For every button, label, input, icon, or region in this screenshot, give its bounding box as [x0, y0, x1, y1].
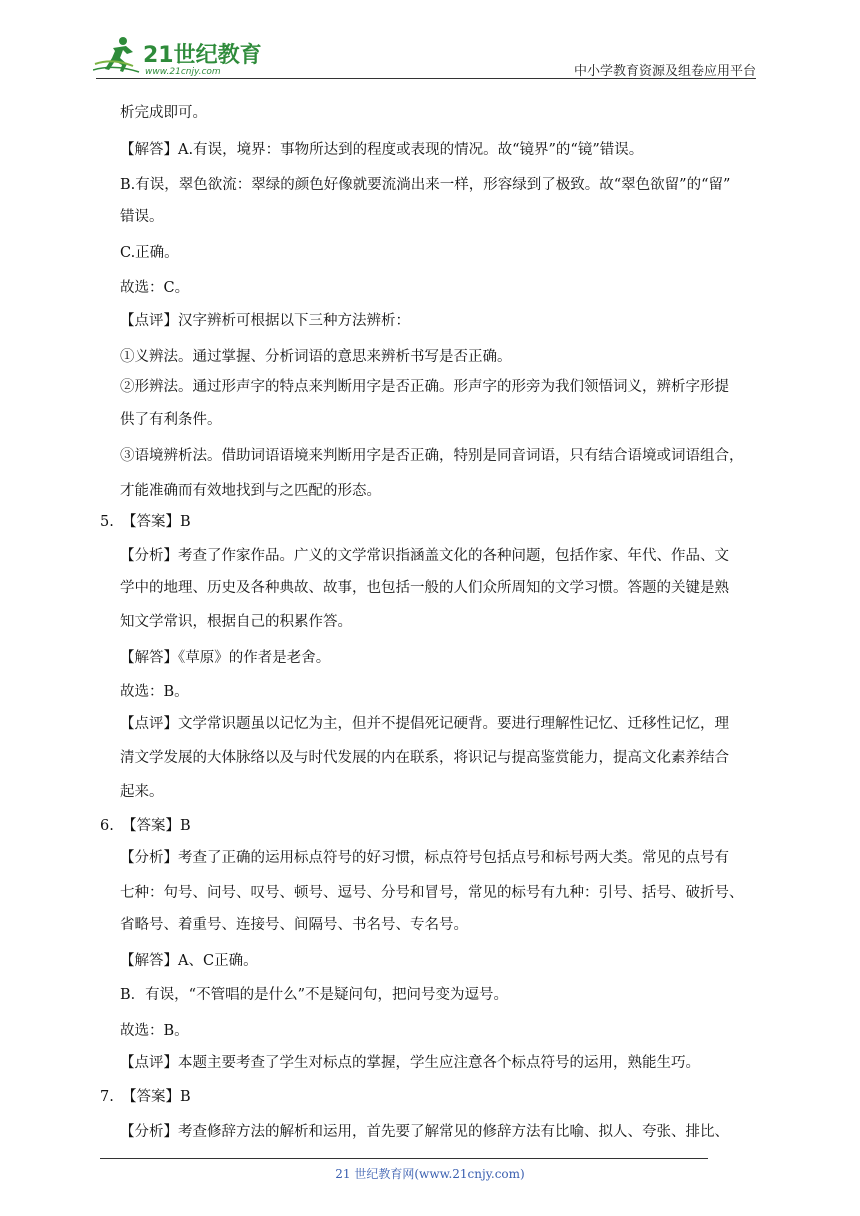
question-answer-line	[100, 1087, 750, 1107]
text-line	[120, 140, 770, 160]
line-text: 错误。	[120, 209, 164, 225]
text-line	[120, 714, 770, 734]
line-text: 知文学常识，根据自己的积累作答。	[120, 614, 352, 630]
text-line	[120, 311, 770, 331]
line-text: B．有误，“不管唱的是什么”不是疑问句，把问号变为逗号。	[120, 987, 508, 1003]
logo-url-text: www.21cnjy.com	[145, 67, 221, 77]
question-number: 5.	[100, 514, 114, 530]
text-line	[120, 278, 770, 298]
line-text: 故选：B。	[120, 1023, 189, 1039]
line-text: 才能准确而有效地找到与之匹配的形态。	[120, 483, 381, 499]
site-logo	[93, 34, 263, 78]
line-text: 【答案】B	[122, 818, 191, 834]
text-line	[120, 446, 770, 466]
line-text: 【解答】A.有误，境界：事物所达到的程度或表现的情况。故“镜界”的“镜”错误。	[120, 142, 644, 158]
text-line	[120, 410, 770, 430]
line-text: C.正确。	[120, 245, 179, 261]
line-text: B.有误，翠色欲流：翠绿的颜色好像就要流淌出来一样，形容绿到了极致。故“翠色欲留”的“留”	[120, 177, 731, 193]
line-text: ③语境辨析法。借助词语语境来判断用字是否正确，特别是同音词语，只有结合语境或词语组合，	[120, 448, 744, 464]
line-text: 七种：句号、问号、叹号、顿号、逗号、分号和冒号，常见的标号有九种：引号、括号、破折号、	[120, 885, 744, 901]
line-text: 起来。	[120, 784, 164, 800]
text-line	[120, 243, 770, 263]
text-line	[120, 612, 770, 632]
line-text: 【答案】B	[122, 1089, 191, 1105]
line-text: 学中的地理、历史及各种典故、故事，也包括一般的人们众所周知的文学习惯。答题的关键是熟	[120, 580, 729, 596]
text-line	[120, 748, 770, 768]
question-answer-line	[100, 512, 750, 532]
line-text: 【分析】考查了正确的运用标点符号的好习惯，标点符号包括点号和标号两大类。常见的点号有	[120, 850, 729, 866]
text-line	[120, 883, 770, 903]
text-line	[120, 682, 770, 702]
line-text: 【解答】《草原》的作者是老舍。	[120, 650, 331, 666]
line-text: 【分析】考查修辞方法的解析和运用，首先要了解常见的修辞方法有比喻、拟人、夸张、排比、	[120, 1124, 729, 1140]
footer-text: 21 世纪教育网(www.21cnjy.com)	[335, 1167, 525, 1181]
question-answer-line	[100, 816, 750, 836]
question-number: 6.	[100, 818, 114, 834]
line-text: 【点评】本题主要考查了学生对标点的掌握，学生应注意各个标点符号的运用，熟能生巧。	[120, 1055, 700, 1071]
line-text: 析完成即可。	[120, 105, 207, 121]
line-text: 【点评】文学常识题虽以记忆为主，但并不提倡死记硬背。要进行理解性记忆、迁移性记忆，理	[120, 716, 729, 732]
line-text: 【解答】A、C正确。	[120, 953, 258, 969]
footer-divider	[100, 1158, 708, 1159]
line-text: 省略号、着重号、连接号、间隔号、书名号、专名号。	[120, 917, 468, 933]
text-line	[120, 985, 770, 1005]
line-text: 【答案】B	[122, 514, 191, 530]
line-text: 供了有利条件。	[120, 412, 222, 428]
text-line	[120, 1122, 770, 1142]
header-divider	[96, 78, 756, 79]
line-text: 【分析】考查了作家作品。广义的文学常识指涵盖文化的各种问题，包括作家、年代、作品、文	[120, 548, 729, 564]
line-text: 清文学发展的大体脉络以及与时代发展的内在联系，将识记与提高鉴赏能力，提高文化素养结合	[120, 750, 729, 766]
text-line	[120, 377, 770, 397]
text-line	[120, 1021, 770, 1041]
question-number: 7.	[100, 1089, 114, 1105]
text-line	[120, 648, 770, 668]
text-line	[120, 103, 770, 123]
header-tagline: 中小学教育资源及组卷应用平台	[573, 64, 756, 79]
line-text: ①义辨法。通过掌握、分析词语的意思来辨析书写是否正确。	[120, 349, 512, 365]
text-line	[120, 1053, 770, 1073]
text-line	[120, 951, 770, 971]
text-line	[120, 578, 770, 598]
text-line	[120, 207, 770, 227]
runner-logo-icon	[93, 34, 263, 78]
text-line	[120, 915, 770, 935]
text-line	[120, 782, 770, 802]
text-line	[120, 175, 770, 195]
text-line	[120, 347, 770, 367]
logo-text: 21世纪教育	[143, 43, 262, 68]
text-line	[120, 848, 770, 868]
line-text: 故选：C。	[120, 280, 190, 296]
text-line	[120, 481, 770, 501]
text-line	[120, 546, 770, 566]
line-text: ②形辨法。通过形声字的特点来判断用字是否正确。形声字的形旁为我们领悟词义，辨析字形提	[120, 379, 729, 395]
line-text: 故选：B。	[120, 684, 189, 700]
page-header	[0, 0, 860, 80]
line-text: 【点评】汉字辨析可根据以下三种方法辨析：	[120, 313, 410, 329]
